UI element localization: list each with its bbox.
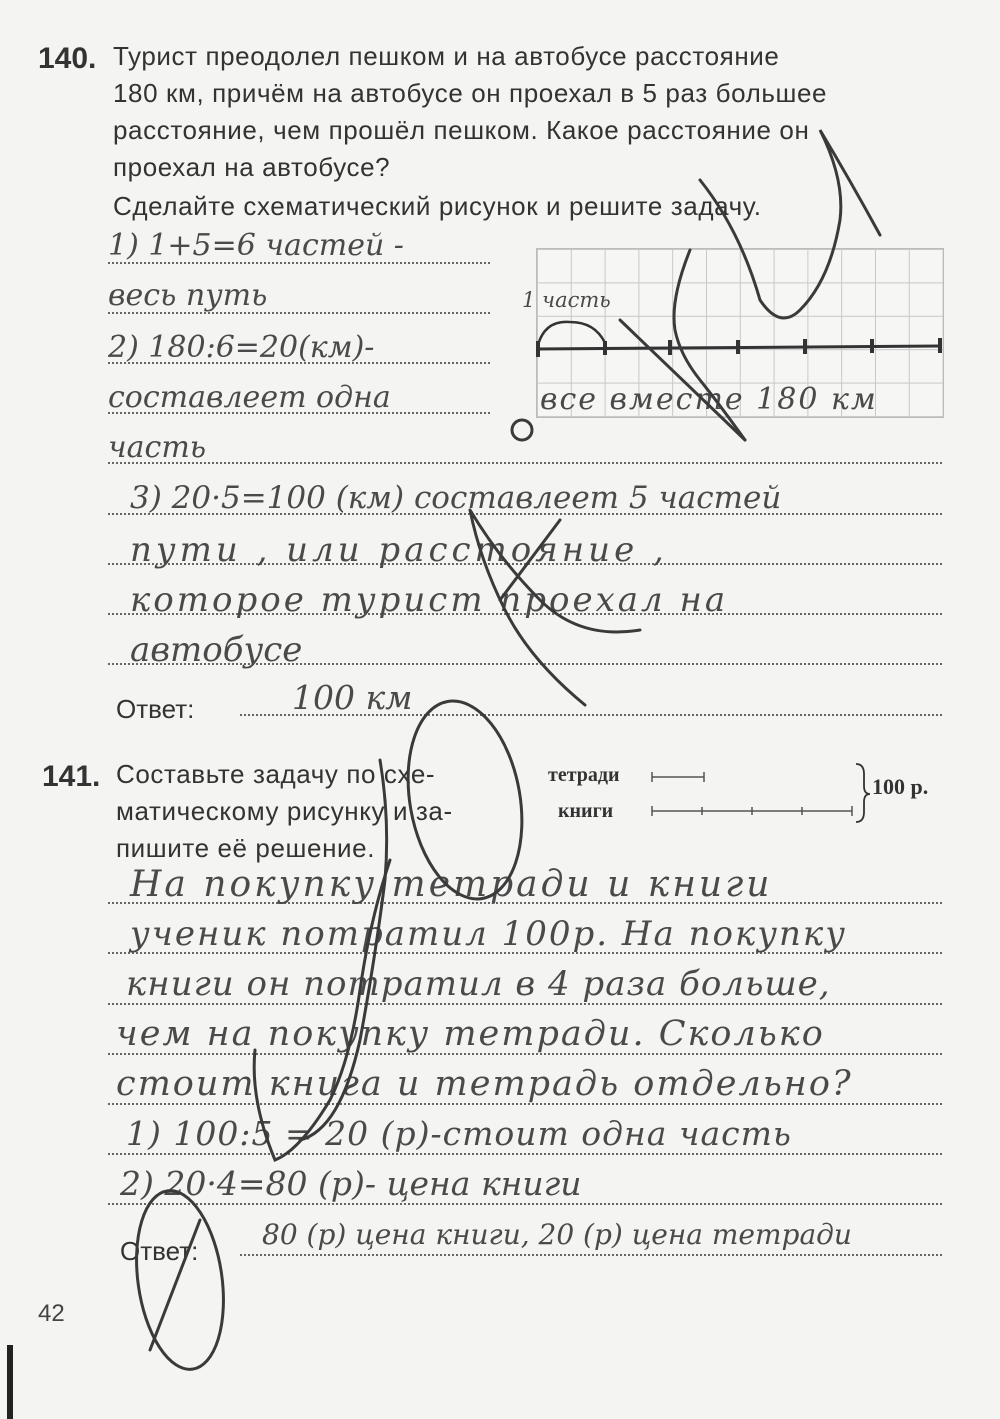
solution-step-2a: 2) 180:6=20(км)- (108, 330, 375, 365)
answer-value-141: 80 (р) цена книги, 20 (р) цена тетради (262, 1218, 852, 1251)
check-mark-1 (700, 130, 880, 318)
diagram-total-label: все вместе 180 км (540, 382, 878, 417)
solution-step-3c: которое турист проехал на (130, 580, 729, 620)
check-mark-4 (254, 860, 390, 1160)
solution-step-1b: весь путь (108, 278, 268, 313)
composed-problem-line-2: ученик потратил 100р. На покупку (130, 914, 847, 954)
answer-value-140: 100 км (292, 678, 413, 717)
scheme-total: 100 р. (872, 774, 929, 799)
task-140-number: 140. (38, 42, 97, 75)
page-number: 42 (38, 1300, 65, 1327)
teacher-marks (126, 130, 880, 1375)
solution-step-3b: пути , или расстояние , (130, 530, 668, 570)
answer-label-140: Ответ: (116, 694, 195, 724)
solution-step-3d: автобусе (130, 630, 303, 670)
task-141-line-1: Составьте задачу по схе- (116, 759, 436, 789)
check-mark-3 (470, 510, 640, 705)
task-141-number: 141. (42, 760, 101, 793)
composed-problem-line-4: чем на покупку тетради. Сколько (116, 1014, 825, 1054)
solution-step-1a: 1) 1+5=6 частей - (108, 228, 404, 263)
pencil-circle-small (512, 420, 532, 440)
scheme-141 (652, 764, 870, 822)
composed-problem-line-1: На покупку тетради и книги (130, 864, 773, 905)
task-140-line-2: 180 км, причём на автобусе он проехал в 5 раз большее (113, 78, 828, 108)
check-stroke-1 (620, 320, 745, 440)
task-141-line-3: пишите её решение. (116, 833, 376, 863)
total-brace (856, 764, 870, 822)
pencil-oval-1 (393, 692, 536, 908)
scheme-label-books: книги (558, 800, 614, 822)
solution-141-step-1: 1) 100:5 = 20 (р)-стоит одна часть (126, 1114, 792, 1153)
solution-step-3a: 3) 20·5=100 (км) составлеет 5 частей (130, 480, 782, 516)
composed-problem-line-3: книги он потратил в 4 раза больше, (126, 964, 831, 1004)
task-140-line-4: проехал на автобусе? (113, 152, 391, 182)
task-140-line-3: расстояние, чем прошёл пешком. Какое расстояние он (113, 115, 810, 145)
task-141-line-2: матическому рисунку и за- (116, 796, 453, 826)
check-mark-5 (300, 760, 387, 1140)
part-bracket (538, 322, 605, 345)
solution-step-2c: часть (108, 430, 207, 465)
check-mark-2 (674, 250, 745, 440)
scheme-label-notebooks: тетради (548, 764, 620, 786)
check-stroke-3 (150, 1220, 200, 1350)
task-140-instruction: Сделайте схематический рисунок и решите задачу. (113, 191, 762, 221)
segment-diagram (536, 322, 940, 357)
solution-141-step-2: 2) 20·4=80 (р)- цена книги (120, 1164, 582, 1203)
answer-label-141: Ответ: (120, 1236, 199, 1266)
pencil-oval-2 (126, 1185, 234, 1375)
diagram-part-label: 1 часть (522, 288, 611, 312)
solution-step-2b: составлеет одна (108, 380, 391, 415)
composed-problem-line-5: стоит книга и тетрадь отдельно? (116, 1064, 853, 1104)
task-140-line-1: Турист преодолел пешком и на автобусе расстояние (113, 41, 780, 71)
